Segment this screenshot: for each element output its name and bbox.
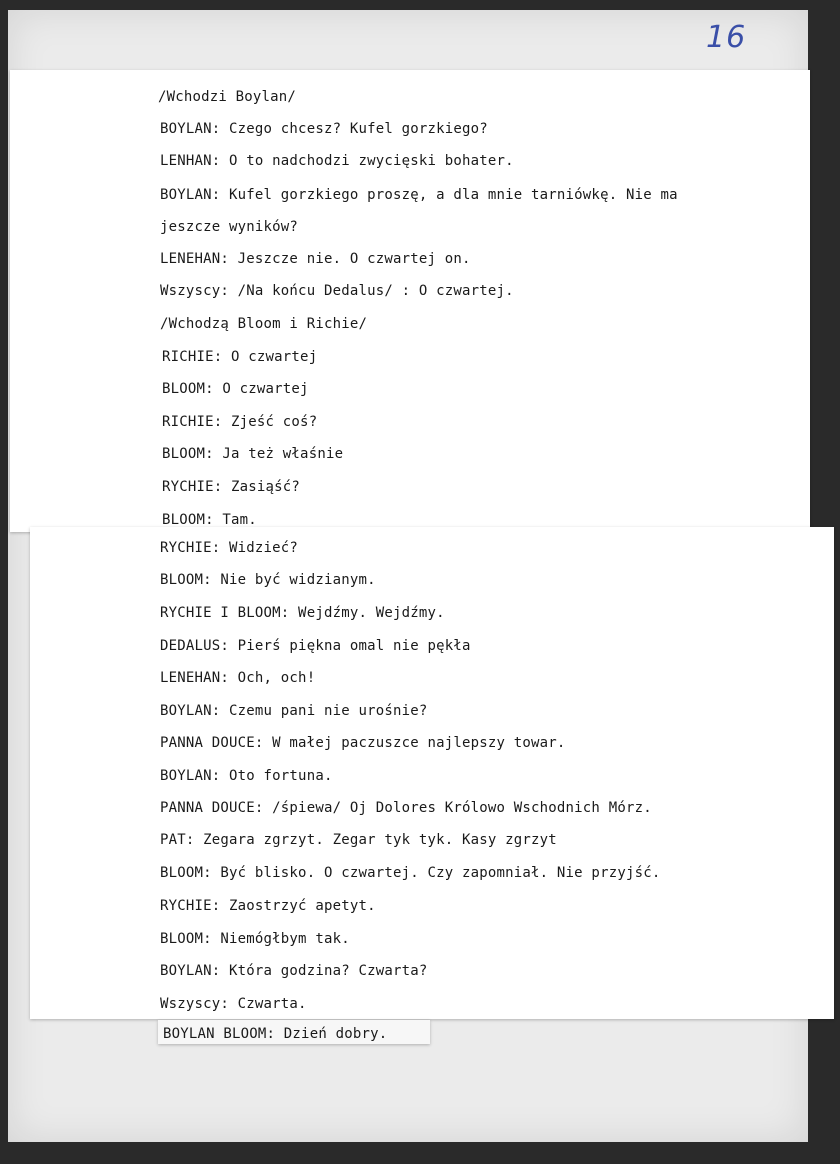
script-line: PANNA DOUCE: /śpiewa/ Oj Dolores Królowo Wschodnich Mórz. <box>160 800 652 816</box>
script-line: PAT: Zegara zgrzyt. Zegar tyk tyk. Kasy zgrzyt <box>160 832 557 848</box>
script-line: BLOOM: Być blisko. O czwartej. Czy zapomniał. Nie przyjść. <box>160 865 661 881</box>
script-line: BOYLAN: Która godzina? Czwarta? <box>160 963 428 979</box>
script-line: RYCHIE: Zaostrzyć apetyt. <box>160 898 376 914</box>
script-line: /Wchodzi Boylan/ <box>158 89 297 105</box>
script-line: jeszcze wyników? <box>160 219 299 235</box>
script-line: Wszyscy: /Na końcu Dedalus/ : O czwartej. <box>160 283 514 299</box>
script-line: BOYLAN: Czemu pani nie urośnie? <box>160 703 428 719</box>
script-line: DEDALUS: Pierś piękna omal nie pękła <box>160 638 471 654</box>
script-line: RYCHIE: Zasiąść? <box>162 479 301 495</box>
script-line: BOYLAN: Oto fortuna. <box>160 768 333 784</box>
script-line: /Wchodzą Bloom i Richie/ <box>160 316 368 332</box>
handwritten-page-number: 16 <box>706 20 747 55</box>
script-line: BOYLAN BLOOM: Dzień dobry. <box>163 1026 388 1042</box>
script-line: RYCHIE: Widzieć? <box>160 540 299 556</box>
script-line: Wszyscy: Czwarta. <box>160 996 307 1012</box>
pasted-strip-top <box>10 70 810 532</box>
script-line: LENEHAN: Och, och! <box>160 670 316 686</box>
script-line: BLOOM: Ja też właśnie <box>162 446 344 462</box>
script-line: BLOOM: Niemógłbym tak. <box>160 931 350 947</box>
script-line: RYCHIE I BLOOM: Wejdźmy. Wejdźmy. <box>160 605 445 621</box>
script-line: PANNA DOUCE: W małej paczuszce najlepszy towar. <box>160 735 566 751</box>
script-line: RICHIE: O czwartej <box>162 349 318 365</box>
script-line: BLOOM: Tam. <box>162 512 257 528</box>
script-line: LENHAN: O to nadchodzi zwycięski bohater. <box>160 153 514 169</box>
script-line: BLOOM: Nie być widzianym. <box>160 572 376 588</box>
script-line: BLOOM: O czwartej <box>162 381 309 397</box>
script-line: BOYLAN: Czego chcesz? Kufel gorzkiego? <box>160 121 488 137</box>
script-line: LENEHAN: Jeszcze nie. O czwartej on. <box>160 251 471 267</box>
script-line: RICHIE: Zjeść coś? <box>162 414 318 430</box>
pasted-strip-bottom <box>30 527 834 1019</box>
script-line: BOYLAN: Kufel gorzkiego proszę, a dla mnie tarniówkę. Nie ma <box>160 187 678 203</box>
